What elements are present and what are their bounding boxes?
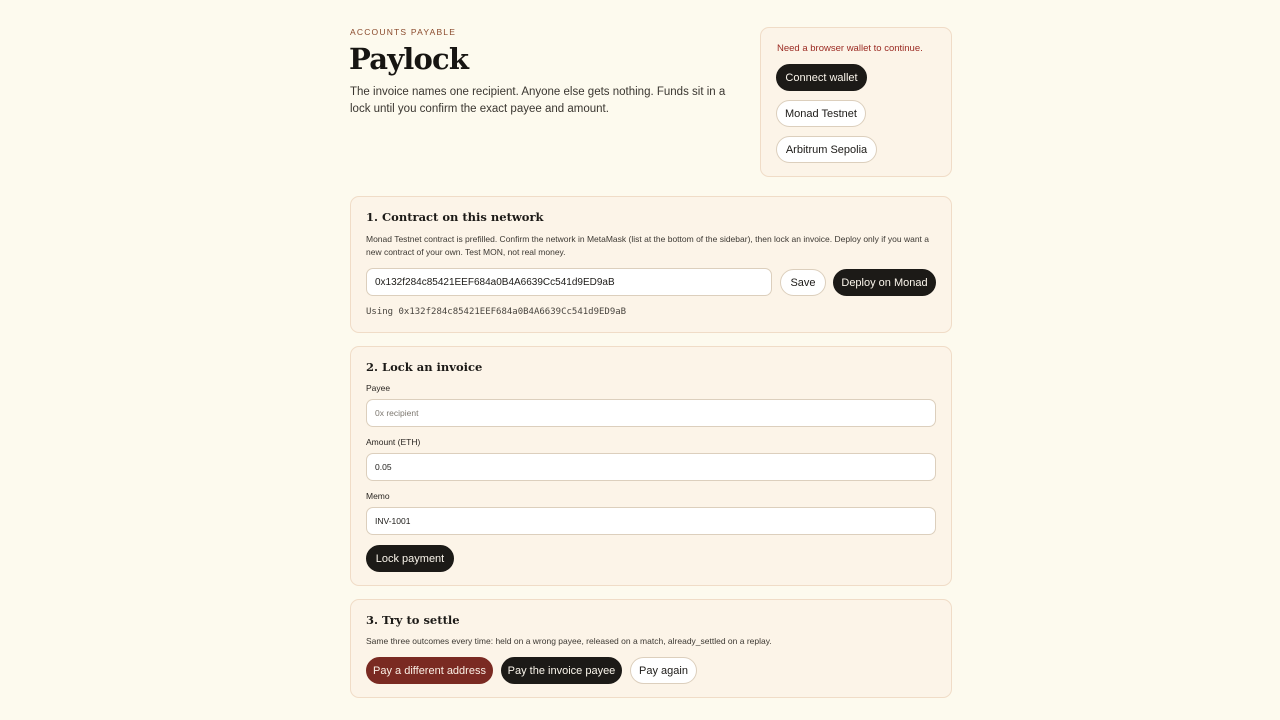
network-monad-testnet-button[interactable]: Monad Testnet: [776, 100, 866, 127]
connect-wallet-button[interactable]: Connect wallet: [776, 64, 867, 91]
contract-heading: 1. Contract on this network: [366, 210, 544, 224]
pay-again-button[interactable]: Pay again: [630, 657, 697, 684]
settle-description: Same three outcomes every time: held on a wrong payee, released on a match, already_settled on a replay.: [366, 636, 772, 646]
contract-address-input[interactable]: [366, 268, 772, 296]
settle-heading: 3. Try to settle: [366, 613, 460, 627]
wallet-notice: Need a browser wallet to continue.: [777, 43, 923, 54]
amount-label: Amount (ETH): [366, 437, 421, 447]
network-arbitrum-sepolia-button[interactable]: Arbitrum Sepolia: [776, 136, 877, 163]
lock-payment-button[interactable]: Lock payment: [366, 545, 454, 572]
pay-invoice-payee-button[interactable]: Pay the invoice payee: [501, 657, 622, 684]
active-contract-text: Using 0x132f284c85421EEF684a0B4A6639Cc541d9ED9aB: [366, 307, 627, 317]
amount-input[interactable]: [366, 453, 936, 481]
lock-heading: 2. Lock an invoice: [366, 360, 483, 374]
memo-input[interactable]: [366, 507, 936, 535]
lock-invoice-card: [350, 346, 952, 586]
contract-description: Monad Testnet contract is prefilled. Confirm the network in MetaMask (list at the bottom of the sidebar), then lock an invoice. Deploy only if you want a new contract of your own. Test MON, not real money.: [366, 234, 930, 257]
payee-label: Payee: [366, 383, 391, 393]
settle-card: [350, 599, 952, 698]
page-title: Paylock: [349, 42, 469, 76]
wallet-panel: [760, 27, 952, 177]
pay-different-address-button[interactable]: Pay a different address: [366, 657, 493, 684]
deploy-button[interactable]: Deploy on Monad: [833, 269, 936, 296]
memo-label: Memo: [366, 491, 390, 501]
contract-card: [350, 196, 952, 333]
save-button[interactable]: Save: [780, 269, 826, 296]
payee-input[interactable]: [366, 399, 936, 427]
intro-text: The invoice names one recipient. Anyone else gets nothing. Funds sit in a lock until you confirm the exact payee and amount.: [350, 86, 726, 115]
section-eyebrow: ACCOUNTS PAYABLE: [350, 27, 457, 37]
